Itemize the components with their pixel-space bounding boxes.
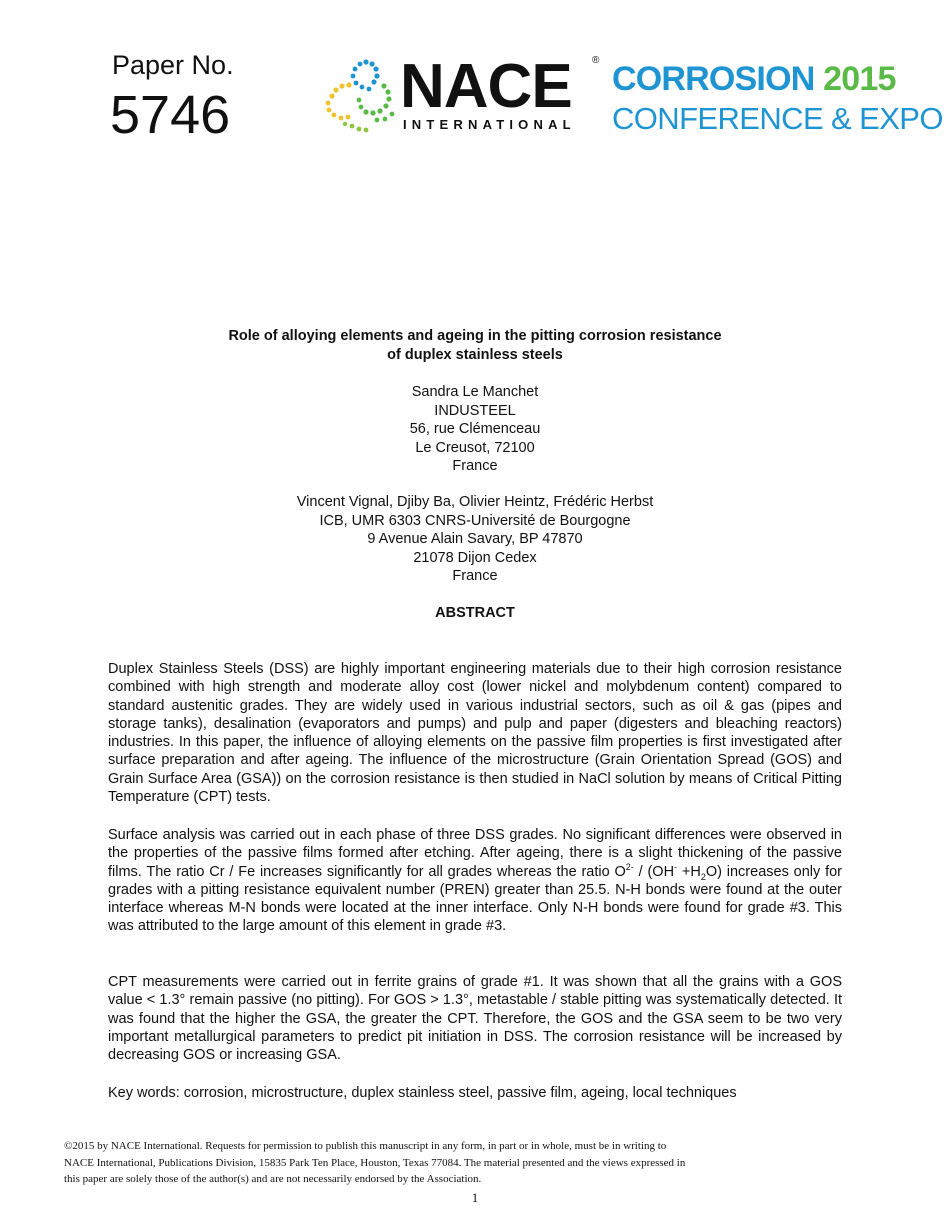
conference-word: CORROSION xyxy=(612,60,815,98)
abstract-paragraph-2: Surface analysis was carried out in each phase of three DSS grades. No significant differences were observed in the properties of the passive films formed after etching. After ageing, there is a slight thickening of the passive films. The ratio Cr / Fe increases significantly for all grades whereas the ratio $O^{2-} / (OH^- +H_2O)$ increases only for grades with a pitting resistance equivalent number (PREN) greater than 25.5. N-H bonds were found at the outer interface whereas M-N bonds were located at the inner interface. Only N-H bonds were found for grade #3. This was attributed to the large amount of this element in grade #3. xyxy=(108,827,842,935)
title-line: Role of alloying elements and ageing in the pitting corrosion resistance xyxy=(228,328,722,344)
abstract-paragraph-3: CPT measurements were carried out in ferrite grains of grade #1. It was shown that all the grains with a GOS value < 1.3° remain passive (no pitting). For GOS > 1.3°, metastable / stable pitting was systematically detected. It was found that the higher the GSA, the greater the CPT. Therefore, the GOS and the GSA seem to be two very important metallurgical parameters to predict pit initiation in DSS. The corrosion resistance will be increased by decreasing GOS or increasing GSA. xyxy=(108,974,842,1064)
author-affiliation: INDUSTEEL xyxy=(434,402,516,419)
conference-subtitle: CONFERENCE & EXPO xyxy=(612,101,943,136)
keywords: Key words: corrosion, microstructure, duplex stainless steel, passive film, ageing, local techniques xyxy=(108,1085,737,1101)
author-name: Sandra Le Manchet xyxy=(411,384,539,400)
nace-wordmark: NACE xyxy=(400,52,572,121)
author-block-industeel xyxy=(0,383,950,476)
conference-year: 2015 xyxy=(823,60,896,98)
abstract-heading: ABSTRACT xyxy=(435,605,515,621)
author-block-icb xyxy=(0,493,950,586)
author-affiliation: ICB, UMR 6303 CNRS-Université de Bourgogne xyxy=(319,512,631,529)
author-address: 9 Avenue Alain Savary, BP 47870 xyxy=(367,531,583,547)
page-number: 1 xyxy=(471,1190,479,1205)
footer-line: NACE International, Publications Division, 15835 Park Ten Place, Houston, Texas 77084. The material presented and the views expressed in xyxy=(64,1156,686,1169)
author-country: France xyxy=(452,458,498,474)
paper-number: 5746 xyxy=(110,85,231,145)
paper-number-label: Paper No. xyxy=(112,50,234,80)
title-line: of duplex stainless steels xyxy=(387,347,563,363)
conference-title xyxy=(612,60,896,98)
footer-line: this paper are solely those of the author(s) and are not necessarily endorsed by the Association. xyxy=(64,1173,482,1185)
paper-title xyxy=(0,327,950,365)
author-country: France xyxy=(452,568,498,584)
footer-line: ©2015 by NACE International. Requests for permission to publish this manuscript in any form, in part or in whole, must be in writing to xyxy=(64,1140,667,1152)
author-names: Vincent Vignal, Djiby Ba, Olivier Heintz, Frédéric Herbst xyxy=(296,494,654,510)
abstract-paragraph-1: Duplex Stainless Steels (DSS) are highly important engineering materials due to their high corrosion resistance combined with high strength and moderate alloy cost (lower nickel and molybdenum content) compared to standard austenitic grades. They are widely used in various industrial sectors, such as oil & gas (pipes and storage tanks), desalination (evaporators and pumps) and pulp and paper (digesters and bleaching reactors) industries. In this paper, the influence of alloying elements on the passive film properties is first investigated after surface preparation and after ageing. The influence of the microstructure (Grain Orientation Spread (GOS) and Grain Surface Area (GSA)) on the corrosion resistance is then studied in NaCl solution by means of Critical Pitting Temperature (CPT) tests. xyxy=(108,661,842,806)
nace-international-label: INTERNATIONAL xyxy=(403,117,576,132)
logo-swirl-icon xyxy=(326,59,395,132)
registered-mark: ® xyxy=(592,55,600,66)
author-city: 21078 Dijon Cedex xyxy=(413,549,537,566)
author-address: 56, rue Clémenceau xyxy=(409,421,541,437)
copyright-footer xyxy=(64,1138,784,1188)
author-city: Le Creusot, 72100 xyxy=(415,439,535,456)
